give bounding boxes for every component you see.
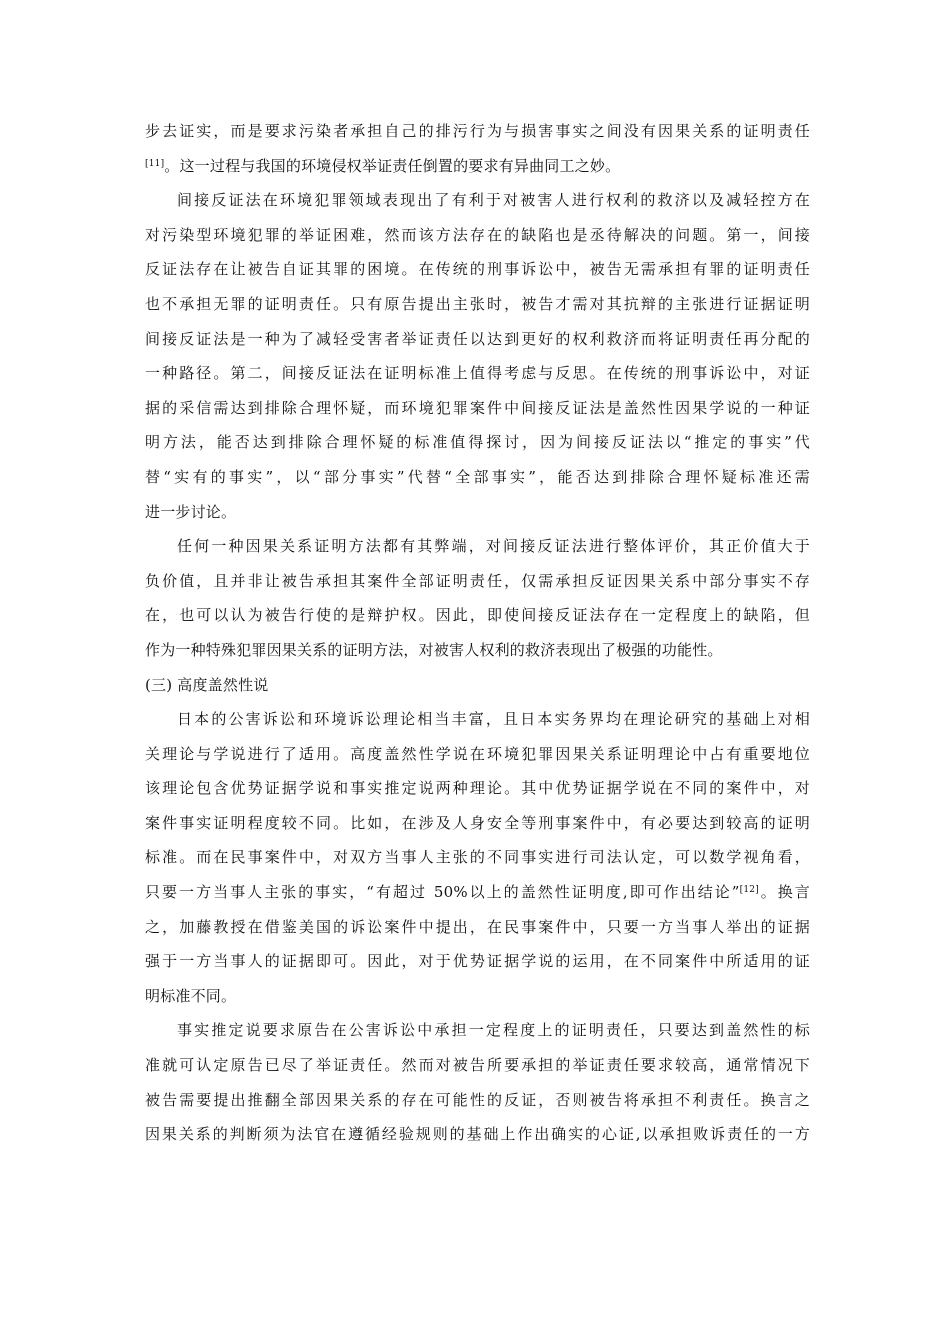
text-line: [145, 149, 810, 184]
text-line: [145, 495, 810, 530]
line-text: 标准。而在民事案件中，对双方当事人主张的不同事实进行司法认定，可以数学视角看，: [145, 848, 810, 867]
text-line: [145, 529, 810, 564]
line-text: 明标准不同。: [145, 986, 237, 1005]
text-line: [145, 391, 810, 426]
line-text: 负价值，且并非让被告承担其案件全部证明责任，仅需承担反证因果关系中部分事实不存: [145, 571, 810, 590]
text-line: [145, 460, 810, 495]
line-text: 步去证实，而是要求污染者承担自己的排污行为与损害事实之间没有因果关系的证明责任: [145, 122, 810, 140]
text-line: [145, 944, 810, 979]
document-page: [145, 114, 810, 1152]
line-text: 强于一方当事人的证据即可。因此，对于优势证据学说的运用，在不同案件中所适用的证: [145, 952, 810, 971]
line-text: 进一步讨论。: [145, 502, 237, 521]
paragraph: [145, 1013, 810, 1151]
line-text: 只要一方当事人主张的事实，“有超过 50%以上的盖然性证明度,即可作出结论”: [145, 883, 740, 902]
text-line: [145, 218, 810, 253]
text-line: [145, 183, 810, 218]
text-line: [145, 633, 810, 668]
line-text: 对污染型环境犯罪的举证困难，然而该方法存在的缺陷也是丞待解决的问题。第一，间接: [145, 225, 810, 244]
section-heading: (三) 高度盖然性说: [145, 675, 269, 694]
text-line: [145, 564, 810, 599]
text-line: [145, 840, 810, 875]
line-text: 间接反证法是一种为了减轻受害者举证责任以达到更好的权利救济而将证明责任再分配的: [145, 329, 810, 348]
text-line: [145, 598, 810, 633]
paragraph: [145, 114, 810, 183]
line-text: 案件事实证明程度较不同。比如，在涉及人身安全等刑事案件中，有必要达到较高的证明: [145, 813, 810, 832]
line-text: 一种路径。第二，间接反证法在证明标准上值得考虑与反思。在传统的刑事诉讼中，对证: [145, 364, 810, 383]
line-text: 。这一过程与我国的环境侵权举证责任倒置的要求有异曲同工之妙。: [164, 156, 621, 175]
text-line: [145, 287, 810, 322]
line-text: 作为一种特殊犯罪因果关系的证明方法，对被害人权利的救济表现出了极强的功能性。: [145, 640, 723, 659]
line-text: 被告需要提出推翻全部因果关系的存在可能性的反证，否则被告将承担不利责任。换言之: [145, 1090, 810, 1109]
citation-marker: [12]: [739, 885, 759, 896]
text-line: [145, 356, 810, 391]
line-text: 据的采信需达到排除合理怀疑，而环境犯罪案件中间接反证法是盖然性因果学说的一种证: [145, 398, 810, 417]
text-line: [145, 1048, 810, 1083]
paragraph: [145, 529, 810, 667]
line-text: 替“实有的事实”，以“部分事实”代替“全部事实”，能否达到排除合理怀疑标准还需: [145, 467, 810, 486]
line-text: 反证法存在让被告自证其罪的困境。在传统的刑事诉讼中，被告无需承担有罪的证明责任: [145, 260, 810, 279]
line-text: 在，也可以认为被告行使的是辩护权。因此，即使间接反证法存在一定程度上的缺陷，但: [145, 606, 810, 625]
line-text: 间接反证法在环境犯罪领域表现出了有利于对被害人进行权利的救济以及减轻控方在: [177, 191, 810, 210]
line-text: 任何一种因果关系证明方法都有其弊端，对间接反证法进行整体评价，其正价值大于: [177, 537, 810, 556]
line-text: 因果关系的判断须为法官在遵循经验规则的基础上作出确实的心证,以承担败诉责任的一方: [145, 1125, 810, 1144]
text-line: [145, 806, 810, 841]
text-line: [145, 1083, 810, 1118]
text-line: [145, 425, 810, 460]
text-line: [145, 322, 810, 357]
citation-marker: [11]: [145, 158, 165, 169]
paragraph: [145, 183, 810, 529]
line-text: 之，加藤教授在借鉴美国的诉讼案件中提出，在民事案件中，只要一方当事人举出的证据: [145, 917, 810, 936]
text-line: [145, 875, 810, 910]
text-line: [145, 979, 810, 1014]
line-text: 日本的公害诉讼和环境诉讼理论相当丰富，且日本实务界均在理论研究的基础上对相: [177, 710, 810, 729]
line-text: 事实推定说要求原告在公害诉讼中承担一定程度上的证明责任，只要达到盖然性的标: [177, 1021, 810, 1040]
text-line: [145, 114, 810, 149]
line-text: 明方法，能否达到排除合理怀疑的标准值得探讨，因为间接反证法以“推定的事实”代: [145, 433, 810, 452]
text-line: [145, 910, 810, 945]
line-text: 也不承担无罪的证明责任。只有原告提出主张时，被告才需对其抗辩的主张进行证据证明: [145, 294, 810, 313]
text-line: [145, 702, 810, 737]
line-text: 关理论与学说进行了适用。高度盖然性学说在环境犯罪因果关系证明理论中占有重要地位: [145, 744, 810, 763]
text-line: [145, 1013, 810, 1048]
line-text: 准就可认定原告已尽了举证责任。然而对被告所要承担的举证责任要求较高，通常情况下: [145, 1056, 810, 1075]
text-line: [145, 737, 810, 772]
text-line: [145, 252, 810, 287]
paragraph: [145, 702, 810, 1013]
line-text: 该理论包含优势证据学说和事实推定说两种理论。其中优势证据学说在不同的案件中，对: [145, 779, 810, 798]
line-text: 。换言: [758, 883, 810, 902]
text-line: [145, 771, 810, 806]
text-line: [145, 1117, 810, 1152]
